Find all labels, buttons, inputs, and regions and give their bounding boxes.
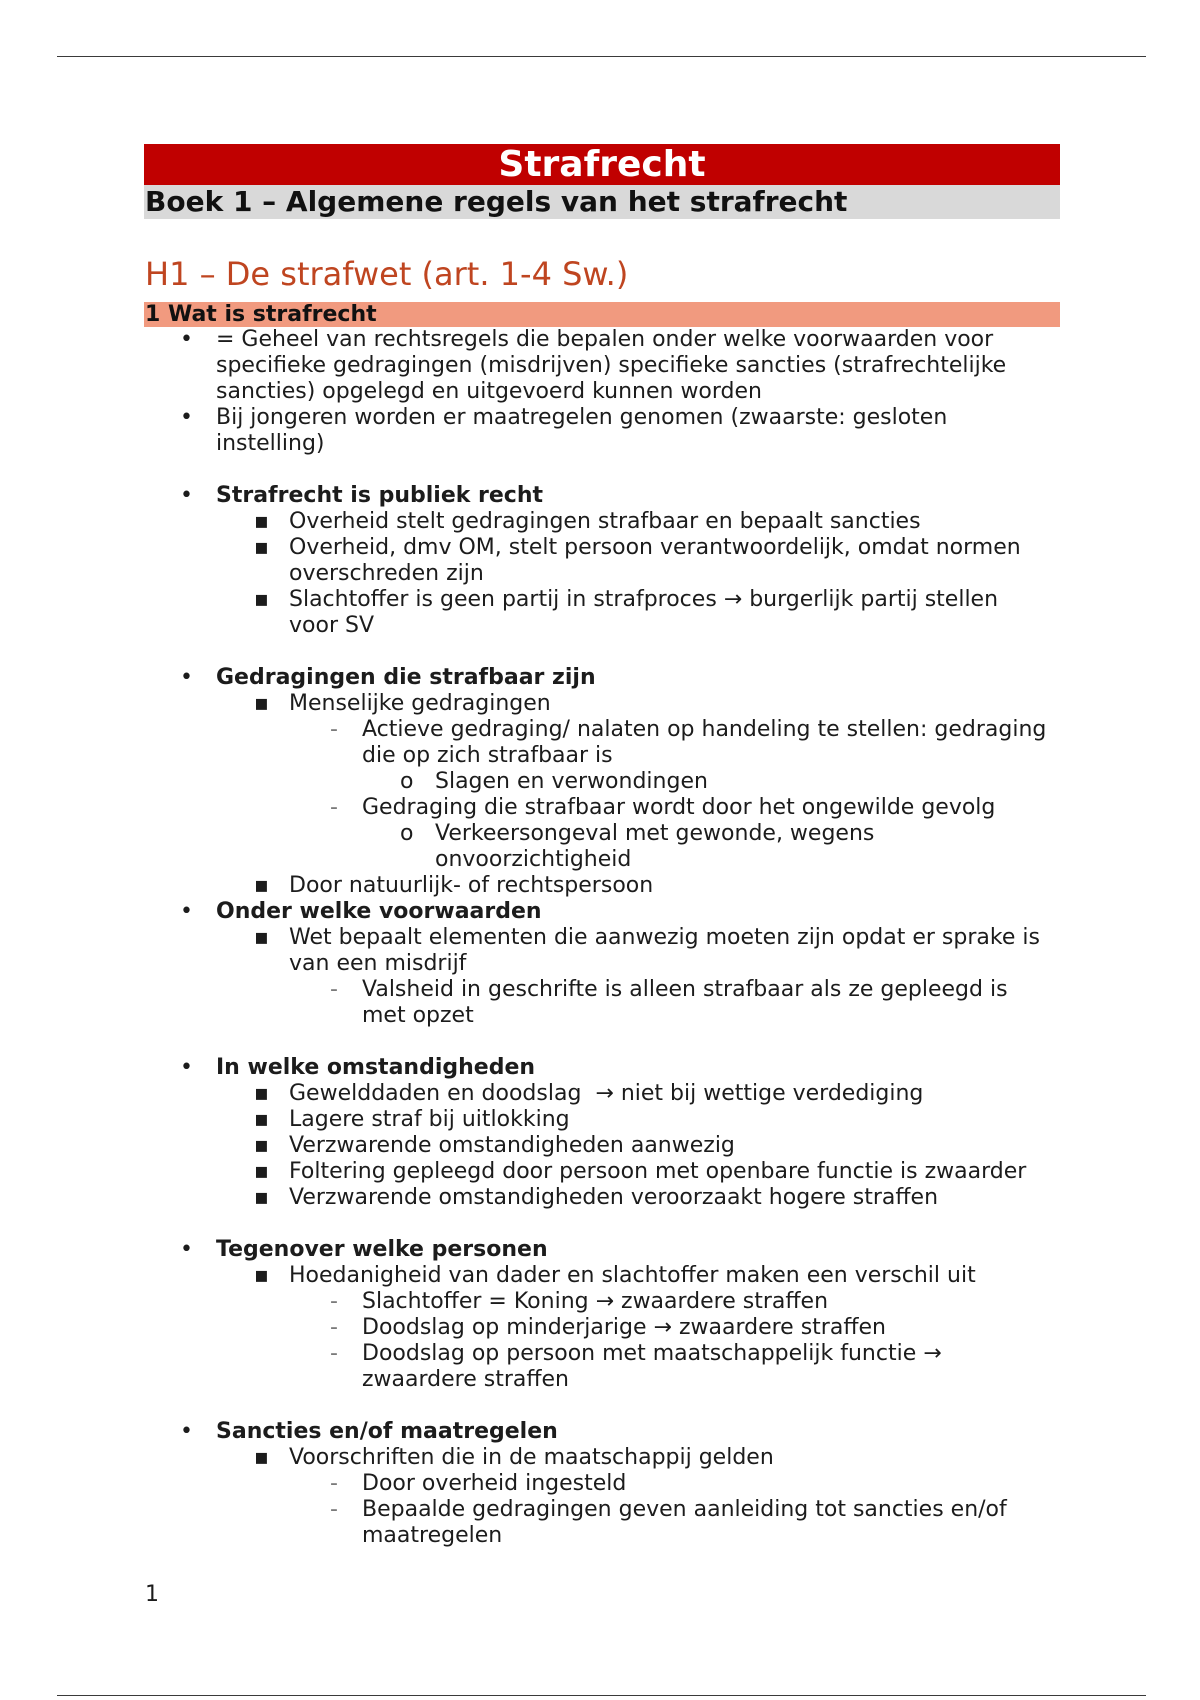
topic-heading-text: Onder welke voorwaarden xyxy=(216,899,542,924)
bullet-text: Voorschriften die in de maatschappij gelden xyxy=(289,1445,774,1470)
bullet-text: Menselijke gedragingen xyxy=(289,691,551,716)
bullet-marker: • xyxy=(180,405,193,430)
square-bullet-marker: ▪ xyxy=(254,1107,269,1132)
square-bullet-marker: ▪ xyxy=(254,587,269,612)
dash-marker: - xyxy=(330,977,338,1002)
dash-marker: - xyxy=(330,1289,338,1314)
section-heading: 1 Wat is strafrecht xyxy=(144,302,1060,327)
bullet-text: Doodslag op persoon met maatschappelijk functie → zwaardere straffen xyxy=(362,1341,942,1392)
dash-item xyxy=(0,1315,1200,1341)
square-bullet-marker: ▪ xyxy=(254,1081,269,1106)
bullet-marker: • xyxy=(180,1055,193,1080)
sub-bullet-item xyxy=(0,535,1200,587)
page-number: 1 xyxy=(145,1582,159,1607)
bullet-text: Lagere straf bij uitlokking xyxy=(289,1107,570,1132)
dash-item xyxy=(0,1497,1200,1549)
topic-heading xyxy=(0,1237,1200,1263)
dash-item xyxy=(0,795,1200,821)
bullet-text: = Geheel van rechtsregels die bepalen onder welke voorwaarden voor specifieke gedragingen (misdrijven) specifieke sancties (strafrechtelijke sancties) opgelegd en uitgevoerd kunnen worden xyxy=(216,327,1007,404)
sub-bullet-item xyxy=(0,925,1200,977)
blank-line xyxy=(0,457,1200,483)
sub-bullet-item xyxy=(0,509,1200,535)
bullet-text: Bij jongeren worden er maatregelen genomen (zwaarste: gesloten instelling) xyxy=(216,405,948,456)
square-bullet-marker: ▪ xyxy=(254,1263,269,1288)
dash-marker: - xyxy=(330,717,338,742)
bullet-text: Slachtoffer = Koning → zwaardere straffen xyxy=(362,1289,829,1314)
topic-heading-text: Sancties en/of maatregelen xyxy=(216,1419,558,1444)
topic-heading-text: Tegenover welke personen xyxy=(216,1237,548,1262)
document-title: Strafrecht xyxy=(144,144,1060,185)
sub-bullet-item xyxy=(0,873,1200,899)
topic-heading xyxy=(0,483,1200,509)
bullet-text: Wet bepaalt elementen die aanwezig moeten zijn opdat er sprake is van een misdrijf xyxy=(289,925,1040,976)
square-bullet-marker: ▪ xyxy=(254,1133,269,1158)
sub-bullet-item xyxy=(0,691,1200,717)
blank-line xyxy=(0,639,1200,665)
bullet-marker: • xyxy=(180,1237,193,1262)
bullet-text: Door natuurlijk- of rechtspersoon xyxy=(289,873,654,898)
blank-line xyxy=(0,1211,1200,1237)
square-bullet-marker: ▪ xyxy=(254,691,269,716)
bullet-text: Gewelddaden en doodslag → niet bij wettige verdediging xyxy=(289,1081,924,1106)
topic-heading xyxy=(0,1419,1200,1445)
circle-marker: o xyxy=(400,821,414,846)
dash-marker: - xyxy=(330,1471,338,1496)
sub-bullet-item xyxy=(0,1263,1200,1289)
sub-bullet-item xyxy=(0,1445,1200,1471)
bullet-marker: • xyxy=(180,665,193,690)
bullet-text: Overheid, dmv OM, stelt persoon verantwoordelijk, omdat normen overschreden zijn xyxy=(289,535,1021,586)
bullet-item xyxy=(0,327,1200,405)
square-bullet-marker: ▪ xyxy=(254,925,269,950)
topic-heading-text: Gedragingen die strafbaar zijn xyxy=(216,665,596,690)
square-bullet-marker: ▪ xyxy=(254,509,269,534)
bullet-item xyxy=(0,405,1200,457)
square-bullet-marker: ▪ xyxy=(254,1159,269,1184)
bullet-marker: • xyxy=(180,1419,193,1444)
sub-bullet-item xyxy=(0,1081,1200,1107)
bullet-text: Bepaalde gedragingen geven aanleiding tot sancties en/of maatregelen xyxy=(362,1497,1007,1548)
bullet-text: Doodslag op minderjarige → zwaardere straffen xyxy=(362,1315,886,1340)
page-top-rule xyxy=(57,56,1146,57)
bullet-text: Actieve gedraging/ nalaten op handeling te stellen: gedraging die op zich strafbaar is xyxy=(362,717,1047,768)
circle-item xyxy=(0,769,1200,795)
bullet-marker: • xyxy=(180,483,193,508)
book-title: Boek 1 – Algemene regels van het strafrecht xyxy=(144,185,1060,219)
bullet-text: Verkeersongeval met gewonde, wegens onvoorzichtigheid xyxy=(435,821,875,872)
bullet-text: Verzwarende omstandigheden aanwezig xyxy=(289,1133,735,1158)
bullet-text: Gedraging die strafbaar wordt door het ongewilde gevolg xyxy=(362,795,996,820)
sub-bullet-item xyxy=(0,1185,1200,1211)
dash-marker: - xyxy=(330,1497,338,1522)
bullet-text: Foltering gepleegd door persoon met openbare functie is zwaarder xyxy=(289,1159,1027,1184)
circle-item xyxy=(0,821,1200,873)
blank-line xyxy=(0,1393,1200,1419)
topic-heading-text: In welke omstandigheden xyxy=(216,1055,536,1080)
topic-heading-text: Strafrecht is publiek recht xyxy=(216,483,544,508)
dash-marker: - xyxy=(330,1341,338,1366)
bullet-text: Slagen en verwondingen xyxy=(435,769,708,794)
dash-marker: - xyxy=(330,1315,338,1340)
chapter-heading: H1 – De strafwet (art. 1-4 Sw.) xyxy=(145,255,629,293)
dash-marker: - xyxy=(330,795,338,820)
dash-item xyxy=(0,1471,1200,1497)
bullet-text: Hoedanigheid van dader en slachtoffer maken een verschil uit xyxy=(289,1263,976,1288)
bullet-text: Slachtoffer is geen partij in strafproces → burgerlijk partij stellen voor SV xyxy=(289,587,999,638)
blank-line xyxy=(0,1029,1200,1055)
sub-bullet-item xyxy=(0,587,1200,639)
bullet-text: Valsheid in geschrifte is alleen strafbaar als ze gepleegd is met opzet xyxy=(362,977,1008,1028)
dash-item xyxy=(0,717,1200,769)
bullet-marker: • xyxy=(180,899,193,924)
bullet-text: Overheid stelt gedragingen strafbaar en bepaalt sancties xyxy=(289,509,921,534)
square-bullet-marker: ▪ xyxy=(254,873,269,898)
topic-heading xyxy=(0,1055,1200,1081)
sub-bullet-item xyxy=(0,1133,1200,1159)
page-bottom-rule xyxy=(57,1695,1146,1696)
content-list xyxy=(0,327,1200,1549)
bullet-marker: • xyxy=(180,327,193,352)
circle-marker: o xyxy=(400,769,414,794)
square-bullet-marker: ▪ xyxy=(254,1445,269,1470)
dash-item xyxy=(0,1341,1200,1393)
sub-bullet-item xyxy=(0,1107,1200,1133)
topic-heading xyxy=(0,665,1200,691)
bullet-text: Door overheid ingesteld xyxy=(362,1471,627,1496)
sub-bullet-item xyxy=(0,1159,1200,1185)
bullet-text: Verzwarende omstandigheden veroorzaakt hogere straffen xyxy=(289,1185,939,1210)
dash-item xyxy=(0,1289,1200,1315)
square-bullet-marker: ▪ xyxy=(254,1185,269,1210)
topic-heading xyxy=(0,899,1200,925)
dash-item xyxy=(0,977,1200,1029)
square-bullet-marker: ▪ xyxy=(254,535,269,560)
